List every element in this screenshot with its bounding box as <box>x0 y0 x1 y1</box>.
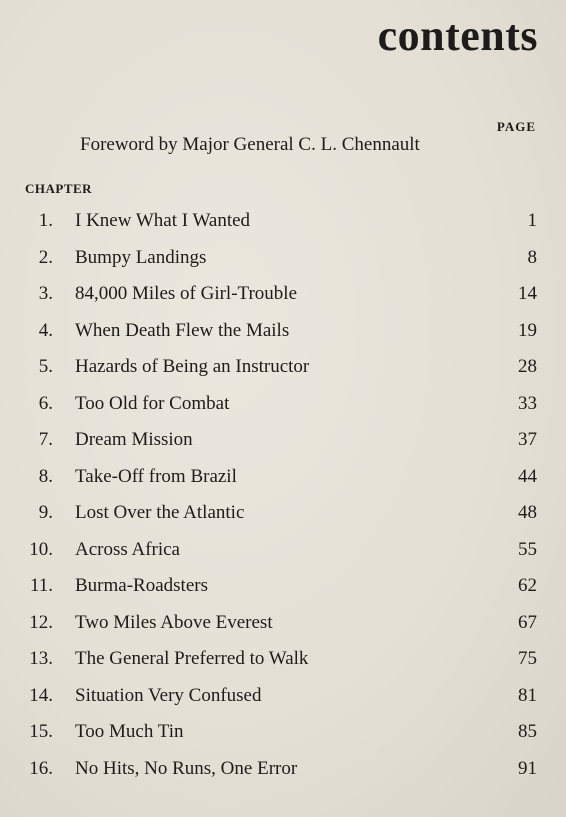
chapter-title: No Hits, No Runs, One Error <box>75 757 298 779</box>
chapter-title: Dream Mission <box>75 429 193 450</box>
chapter-title: Too Much Tin <box>75 721 184 742</box>
chapter-number: 11. <box>29 575 53 596</box>
chapter-title: Situation Very Confused <box>75 684 262 706</box>
foreword-entry: Foreword by Major General C. L. Chennault <box>80 134 420 155</box>
chapter-number: 4. <box>38 319 53 341</box>
chapter-number: 6. <box>38 392 53 414</box>
chapter-page: 1 <box>527 210 537 231</box>
toc-row <box>0 679 566 716</box>
toc-row <box>0 204 566 241</box>
chapter-column-label: CHAPTER <box>25 181 93 196</box>
chapter-number: 8. <box>38 465 53 487</box>
chapter-page: 62 <box>518 575 537 596</box>
chapter-page: 37 <box>518 429 537 450</box>
chapter-title: Too Old for Combat <box>75 392 230 414</box>
toc-row <box>0 387 566 424</box>
chapter-page: 8 <box>527 246 537 268</box>
chapter-number: 15. <box>29 721 53 742</box>
chapter-number: 10. <box>29 538 53 560</box>
chapter-page: 28 <box>518 356 537 377</box>
toc-row <box>0 350 566 387</box>
chapter-number: 9. <box>38 502 53 523</box>
chapter-number: 7. <box>38 429 53 450</box>
chapter-page: 75 <box>518 648 537 669</box>
toc-row <box>0 752 566 789</box>
chapter-page: 19 <box>518 319 537 341</box>
toc-row <box>0 715 566 752</box>
chapter-number: 5. <box>38 356 53 377</box>
chapter-page: 14 <box>518 283 537 304</box>
chapter-number: 13. <box>29 648 53 669</box>
chapter-page: 55 <box>518 538 537 560</box>
chapter-title: 84,000 Miles of Girl-Trouble <box>75 283 298 304</box>
toc-row <box>0 569 566 606</box>
page-title: contents <box>377 11 538 60</box>
toc-row <box>0 423 566 460</box>
chapter-page: 91 <box>518 757 537 779</box>
chapter-title: When Death Flew the Mails <box>75 319 290 341</box>
chapter-page: 44 <box>518 465 537 487</box>
chapter-page: 81 <box>518 684 537 706</box>
chapter-title: Burma-Roadsters <box>75 575 208 596</box>
chapter-title: I Knew What I Wanted <box>75 210 251 231</box>
chapter-title: Two Miles Above Everest <box>75 611 273 633</box>
chapter-page: 33 <box>518 392 537 414</box>
chapter-title: The General Preferred to Walk <box>75 648 309 669</box>
chapter-number: 2. <box>38 246 53 268</box>
toc-row <box>0 496 566 533</box>
toc-row <box>0 241 566 278</box>
chapter-title: Lost Over the Atlantic <box>75 502 245 523</box>
chapter-page: 48 <box>518 502 537 523</box>
chapter-page: 85 <box>518 721 537 742</box>
chapter-number: 14. <box>29 684 53 706</box>
chapter-title: Across Africa <box>75 538 180 560</box>
toc-row <box>0 533 566 570</box>
chapter-number: 12. <box>29 611 53 633</box>
chapter-title: Take-Off from Brazil <box>75 465 237 487</box>
toc-row <box>0 642 566 679</box>
chapter-title: Bumpy Landings <box>75 246 207 268</box>
toc-row <box>0 460 566 497</box>
chapter-number: 3. <box>38 283 53 304</box>
table-of-contents <box>0 204 566 788</box>
chapter-title: Hazards of Being an Instructor <box>75 356 310 377</box>
toc-row <box>0 314 566 351</box>
toc-row <box>0 277 566 314</box>
toc-row <box>0 606 566 643</box>
chapter-number: 1. <box>38 210 53 231</box>
chapter-number: 16. <box>29 757 53 779</box>
page-column-label: PAGE <box>496 119 536 134</box>
chapter-page: 67 <box>518 611 537 633</box>
